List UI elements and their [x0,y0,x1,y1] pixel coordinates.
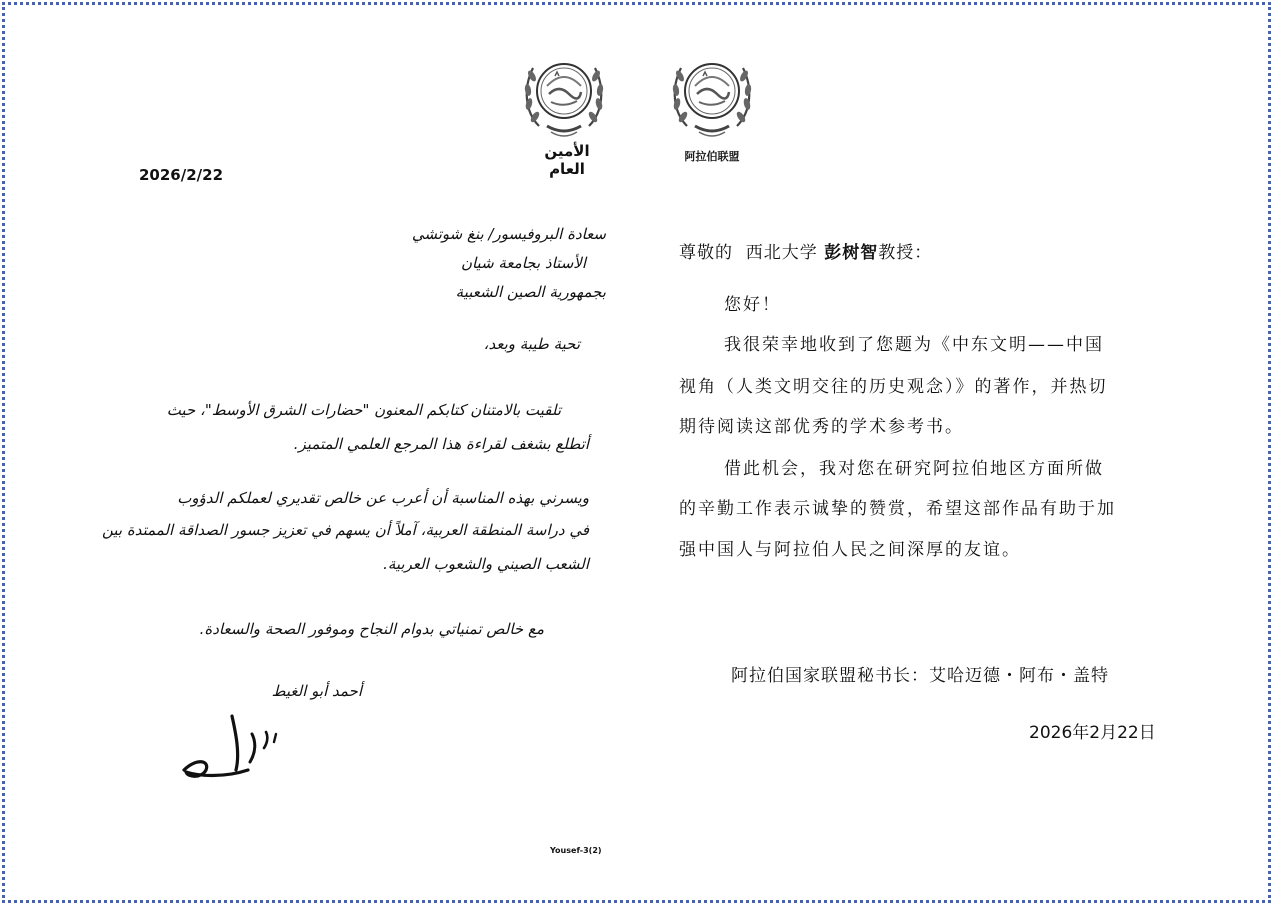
handwritten-signature-icon [176,708,286,786]
body-line: 视角（人类文明交往的历史观念）》的著作，并热切 [679,377,1108,397]
salutation-suffix: 教授： [878,243,933,263]
paragraph-line: أتطلع بشغف لقراءة هذا المرجع العلمي المتميز. [293,435,589,453]
recipient-name: 彭树智 [824,243,879,263]
greeting-line: 您好！ [724,295,781,315]
body-line: 我很荣幸地收到了您题为《中东文明——中国 [724,335,1104,355]
paragraph-line: تلقيت بالامتنان كتابكم المعنون "حضارات الشرق الأوسط"، حيث [166,401,561,419]
address-line: الأستاذ بجامعة شيان [460,254,586,272]
salutation [679,238,932,263]
arab-league-emblem-icon [519,46,609,142]
paragraph-line: في دراسة المنطقة العربية، آملاً أن يسهم في تعزيز جسور الصداقة الممتدة بين [101,521,589,539]
body-line: 期待阅读这部优秀的学术参考书。 [679,417,964,437]
arabic-letter-date: 2026/2/22 [139,166,224,184]
signatory-name: أحمد أبو الغيط [271,682,362,700]
salutation-prefix: 尊敬的 西北大学 [679,243,825,263]
greeting: تحية طيبة وبعد، [483,335,580,353]
chinese-signature-line: 阿拉伯国家联盟秘书长：艾哈迈德・阿布・盖特 [731,666,1109,686]
body-line: 的辛勤工作表示诚挚的赞赏，希望这部作品有助于加 [679,499,1116,519]
address-line: بجمهورية الصين الشعبية [455,283,606,301]
arab-league-emblem-icon [667,46,757,142]
chinese-title: 阿拉伯联盟 [684,150,740,163]
chinese-letter-date: 2026年2月22日 [1029,723,1156,743]
closing-line: مع خالص تمنياتي بدوام النجاح وموفور الصحة والسعادة. [199,620,544,638]
paragraph-line: ويسرني بهذه المناسبة أن أعرب عن خالص تقديري لعملكم الدؤوب [177,489,589,507]
paragraph-line: الشعب الصيني والشعوب العربية. [383,555,589,573]
arabic-title: الأمين العام [544,142,590,178]
address-line: سعادة البروفيسور/ بنغ شوتشي [411,225,606,243]
body-line: 强中国人与阿拉伯人民之间深厚的友谊。 [679,540,1021,560]
document-code: Yousef-3(2) [550,846,602,855]
body-line: 借此机会，我对您在研究阿拉伯地区方面所做 [724,459,1104,479]
